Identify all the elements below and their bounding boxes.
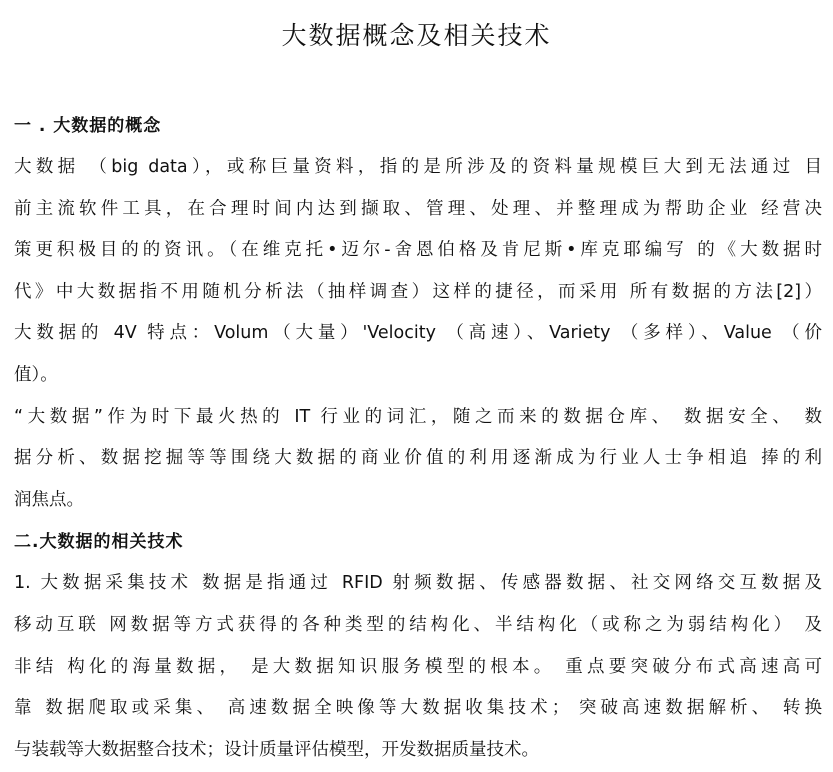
paragraph-line: 大数据 （big data），或称巨量资料，指的是所涉及的资料量规模巨大到无法通过 目: [14, 157, 822, 177]
paragraph-line: 非结 构化的海量数据， 是大数据知识服务模型的根本。 重点要突破分布式高速高可: [14, 656, 822, 677]
paragraph-line: 靠 数据爬取或采集、 高速数据全映像等大数据收集技术； 突破高速数据解析、 转换: [14, 698, 822, 719]
paragraph-line: 据分析、数据挖掘等等围绕大数据的商业价值的利用逐渐成为行业人士争相追 捧的利: [14, 448, 822, 469]
paragraph-line: 润焦点。: [14, 489, 84, 510]
paragraph-line: 与装载等大数据整合技术；设计质量评估模型，开发数据质量技术。: [14, 739, 539, 760]
paragraph-line: 大数据的 4V 特点：Volum（大量）'Velocity （高速）、Variety （多样）、Value （价: [14, 323, 822, 344]
paragraph-line: 移动互联 网数据等方式获得的各种类型的结构化、半结构化（或称之为弱结构化） 及: [14, 614, 822, 635]
section-heading-concept: 一 . 大数据的概念: [14, 116, 162, 136]
paragraph-line: 策更积极目的的资讯。（在维克托•迈尔-舍恩伯格及肯尼斯•库克耶编写 的《大数据时: [14, 240, 822, 261]
paragraph-line: “大数据”作为时下最火热的 IT 行业的词汇，随之而来的数据仓库、 数据安全、 数: [14, 406, 822, 427]
paragraph-line: 值）。: [14, 364, 58, 385]
document-body: [14, 111, 822, 771]
paragraph-line: 前主流软件工具，在合理时间内达到撷取、管理、处理、并整理成为帮助企业 经营决: [14, 198, 822, 219]
document-title: 大数据概念及相关技术: [281, 21, 552, 50]
section-heading-technologies: 二.大数据的相关技术: [14, 532, 184, 553]
paragraph-line: 1. 大数据采集技术 数据是指通过 RFID 射频数据、传感器数据、社交网络交互数据及: [14, 573, 822, 594]
paragraph-line: 代》中大数据指不用随机分析法（抽样调查）这样的捷径，而采用 所有数据的方法[2]）: [14, 281, 822, 302]
